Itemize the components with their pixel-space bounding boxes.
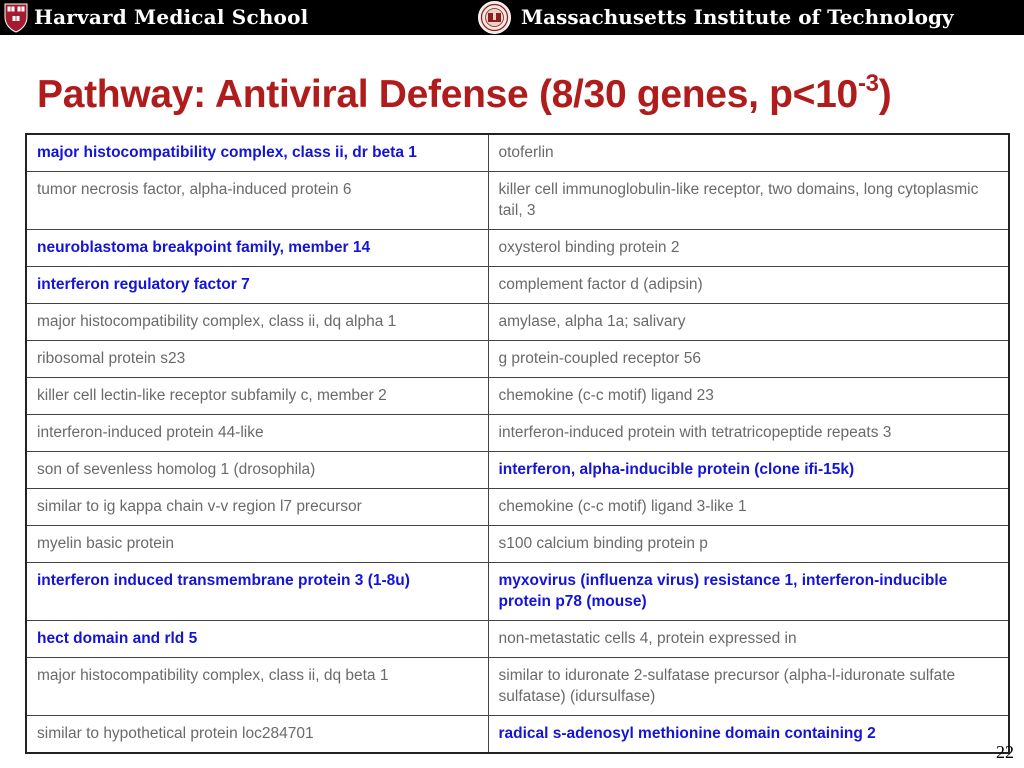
gene-cell: killer cell lectin-like receptor subfamily c, member 2 (26, 378, 488, 415)
gene-cell: radical s-adenosyl methionine domain containing 2 (488, 716, 1009, 754)
gene-cell: complement factor d (adipsin) (488, 267, 1009, 304)
gene-cell: interferon induced transmembrane protein 3 (1-8u) (26, 563, 488, 621)
gene-cell: chemokine (c-c motif) ligand 23 (488, 378, 1009, 415)
slide-title-exponent: -3 (857, 70, 879, 97)
table-row (26, 452, 1009, 489)
table-row (26, 267, 1009, 304)
gene-cell: son of sevenless homolog 1 (drosophila) (26, 452, 488, 489)
table-row (26, 621, 1009, 658)
gene-cell: major histocompatibility complex, class ii, dq alpha 1 (26, 304, 488, 341)
gene-cell: similar to ig kappa chain v-v region l7 precursor (26, 489, 488, 526)
table-row (26, 415, 1009, 452)
page-number: 22 (996, 742, 1014, 762)
gene-table-body (26, 134, 1009, 753)
gene-cell: major histocompatibility complex, class ii, dr beta 1 (26, 134, 488, 172)
header-bar (0, 0, 1024, 35)
harvard-medical-school-name: Harvard Medical School (34, 5, 309, 29)
table-row (26, 658, 1009, 716)
gene-cell: otoferlin (488, 134, 1009, 172)
gene-table (25, 133, 1010, 754)
gene-cell: neuroblastoma breakpoint family, member 14 (26, 230, 488, 267)
table-row (26, 716, 1009, 754)
gene-cell: non-metastatic cells 4, protein expressed in (488, 621, 1009, 658)
slide-title (37, 62, 891, 119)
mit-name: Massachusetts Institute of Technology (521, 5, 954, 29)
gene-cell: hect domain and rld 5 (26, 621, 488, 658)
slide-title-main: Pathway: Antiviral Defense (8/30 genes, p<10 (37, 73, 858, 116)
gene-cell: oxysterol binding protein 2 (488, 230, 1009, 267)
table-row (26, 563, 1009, 621)
gene-cell: myxovirus (influenza virus) resistance 1, interferon-inducible protein p78 (mouse) (488, 563, 1009, 621)
gene-cell: interferon-induced protein 44-like (26, 415, 488, 452)
gene-cell: ribosomal protein s23 (26, 341, 488, 378)
table-row (26, 489, 1009, 526)
table-row (26, 526, 1009, 563)
gene-cell: similar to hypothetical protein loc284701 (26, 716, 488, 754)
table-row (26, 378, 1009, 415)
gene-cell: major histocompatibility complex, class ii, dq beta 1 (26, 658, 488, 716)
table-row (26, 172, 1009, 230)
table-row (26, 134, 1009, 172)
gene-cell: interferon regulatory factor 7 (26, 267, 488, 304)
gene-cell: killer cell immunoglobulin-like receptor, two domains, long cytoplasmic tail, 3 (488, 172, 1009, 230)
slide-title-close: ) (878, 73, 892, 116)
gene-cell: myelin basic protein (26, 526, 488, 563)
gene-cell: interferon-induced protein with tetratricopeptide repeats 3 (488, 415, 1009, 452)
gene-cell: g protein-coupled receptor 56 (488, 341, 1009, 378)
gene-cell: interferon, alpha-inducible protein (clone ifi-15k) (488, 452, 1009, 489)
gene-cell: tumor necrosis factor, alpha-induced protein 6 (26, 172, 488, 230)
gene-cell: amylase, alpha 1a; salivary (488, 304, 1009, 341)
table-row (26, 304, 1009, 341)
gene-cell: s100 calcium binding protein p (488, 526, 1009, 563)
gene-cell: chemokine (c-c motif) ligand 3-like 1 (488, 489, 1009, 526)
table-row (26, 341, 1009, 378)
table-row (26, 230, 1009, 267)
harvard-veritas-shield-icon (4, 3, 28, 33)
mit-seal-icon (478, 1, 511, 34)
gene-cell: similar to iduronate 2-sulfatase precursor (alpha-l-iduronate sulfate sulfatase) (idursulfase) (488, 658, 1009, 716)
